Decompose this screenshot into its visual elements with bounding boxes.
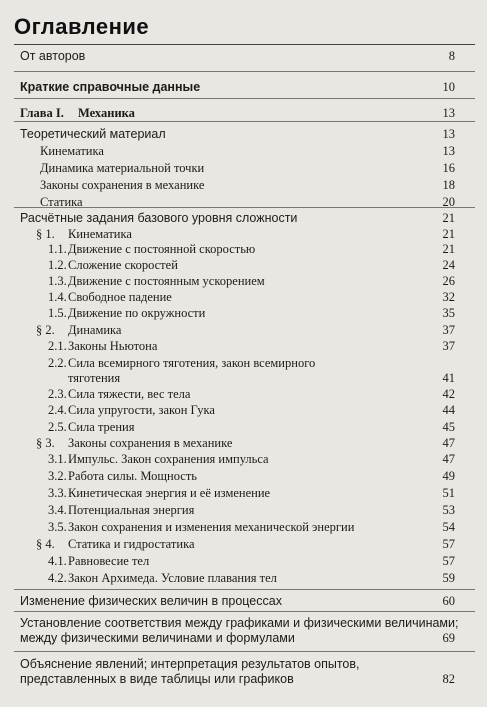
toc-page-number: 53: [442, 503, 455, 517]
toc-entry-number: 3.5.: [48, 520, 67, 534]
toc-page-number: 10: [442, 80, 455, 94]
toc-page-number: 13: [442, 144, 455, 158]
toc-entry-title: Механика: [78, 106, 135, 120]
toc-entry-number: Статика: [40, 195, 83, 209]
toc-page-number: 57: [442, 537, 455, 551]
toc-entry-number: Изменение физических величин в процессах: [20, 594, 282, 608]
section-divider: [14, 121, 475, 122]
toc-entry-title: Динамика: [68, 323, 122, 337]
toc-entry-title: Сложение скоростей: [68, 258, 178, 272]
toc-entry-number: 1.5.: [48, 306, 67, 320]
toc-page-number: 13: [442, 127, 455, 141]
toc-entry-title: Сила тяжести, вес тела: [68, 387, 191, 401]
toc-entry-number: § 4.: [36, 537, 55, 551]
toc-entry-number: 1.1.: [48, 242, 67, 256]
toc-page-number: 21: [442, 211, 455, 225]
toc-entry-title: Закон сохранения и изменения механической энергии: [68, 520, 355, 534]
toc-entry-number: Объяснение явлений; интерпретация результатов опытов,: [20, 657, 360, 671]
toc-page-number: 37: [442, 323, 455, 337]
toc-page-number: 82: [442, 672, 455, 686]
toc-page-number: 35: [442, 306, 455, 320]
toc-entry-title: Статика и гидростатика: [68, 537, 195, 551]
toc-entry-title: Кинематика: [68, 227, 132, 241]
toc-page-number: 47: [442, 452, 455, 466]
toc-entry-title: Движение с постоянным ускорением: [68, 274, 265, 288]
toc-page-number: 13: [442, 106, 455, 120]
section-divider: [14, 98, 475, 99]
toc-page-number: 60: [442, 594, 455, 608]
toc-entry-title: Законы сохранения в механике: [68, 436, 233, 450]
toc-entry-title: тяготения: [68, 371, 121, 385]
toc-entry-number: 2.5.: [48, 420, 67, 434]
toc-page-number: 54: [442, 520, 455, 534]
toc-entry-title: Законы Ньютона: [68, 339, 158, 353]
toc-entry-number: Теоретический материал: [20, 127, 166, 141]
toc-entry-number: § 1.: [36, 227, 55, 241]
toc-entry-number: Расчётные задания базового уровня сложности: [20, 211, 298, 225]
toc-entry-number: 3.1.: [48, 452, 67, 466]
toc-page-number: 20: [442, 195, 455, 209]
toc-entry-title: Потенциальная энергия: [68, 503, 195, 517]
toc-page-number: 49: [442, 469, 455, 483]
toc-entry-number: 2.3.: [48, 387, 67, 401]
toc-entry-number: 2.4.: [48, 403, 67, 417]
toc-entry-title: Движение по окружности: [68, 306, 206, 320]
toc-entry-title: Импульс. Закон сохранения импульса: [68, 452, 269, 466]
toc-entry-number: § 3.: [36, 436, 55, 450]
toc-page-number: 18: [442, 178, 455, 192]
toc-page-number: 21: [442, 242, 455, 256]
section-divider: [14, 651, 475, 652]
toc-entry-number: 4.1.: [48, 554, 67, 568]
toc-entry-number: 3.3.: [48, 486, 67, 500]
toc-page-number: 51: [442, 486, 455, 500]
toc-entry-title: Сила трения: [68, 420, 135, 434]
toc-page-number: 69: [442, 631, 455, 645]
toc-entry-number: § 2.: [36, 323, 55, 337]
toc-entry-number: 1.3.: [48, 274, 67, 288]
toc-entry-number: между физическими величинами и формулами: [20, 631, 295, 645]
toc-entry-title: Сила упругости, закон Гука: [68, 403, 215, 417]
toc-entry-title: Сила всемирного тяготения, закон всемирного: [68, 356, 316, 370]
toc-page-number: 16: [442, 161, 455, 175]
toc-entry-number: 4.2.: [48, 571, 67, 585]
toc-entry-title: Закон Архимеда. Условие плавания тел: [68, 571, 277, 585]
toc-entry-title: Равновесие тел: [68, 554, 150, 568]
toc-entry-number: 2.2.: [48, 356, 67, 370]
toc-page-number: 41: [442, 371, 455, 385]
toc-entry-number: От авторов: [20, 49, 86, 63]
toc-page-number: 42: [442, 387, 455, 401]
toc-page-number: 45: [442, 420, 455, 434]
toc-entry-number: Установление соответствия между графиками и физическими величинами;: [20, 616, 459, 630]
toc-entry-number: 3.2.: [48, 469, 67, 483]
toc-entry-number: 1.4.: [48, 290, 67, 304]
section-divider: [14, 71, 475, 72]
toc-entry-number: Кинематика: [40, 144, 104, 158]
toc-entry-title: Свободное падение: [68, 290, 172, 304]
toc-page-number: 59: [442, 571, 455, 585]
toc-page-number: 26: [442, 274, 455, 288]
title-rule: [14, 44, 475, 45]
toc-entry-number: 3.4.: [48, 503, 67, 517]
toc-entry-number: Динамика материальной точки: [40, 161, 205, 175]
toc-entry-number: Глава I.: [20, 106, 64, 120]
toc-page-number: 24: [442, 258, 455, 272]
toc-entry-title: Работа силы. Мощность: [68, 469, 197, 483]
section-divider: [14, 589, 475, 590]
toc-page-number: 21: [442, 227, 455, 241]
toc-page-number: 32: [442, 290, 455, 304]
toc-page-number: 44: [442, 403, 455, 417]
section-divider: [14, 207, 475, 208]
page-title: Оглавление: [14, 14, 150, 39]
toc-entry-number: представленных в виде таблицы или графиков: [20, 672, 294, 686]
toc-page-number: 47: [442, 436, 455, 450]
toc-page-number: 57: [442, 554, 455, 568]
toc-entry-number: 1.2.: [48, 258, 67, 272]
toc-page-number: 37: [442, 339, 455, 353]
toc-entry-title: Кинетическая энергия и её изменение: [68, 486, 271, 500]
toc-page-number: 8: [448, 49, 455, 63]
toc-entry-number: Краткие справочные данные: [20, 80, 201, 94]
section-divider: [14, 611, 475, 612]
toc-entry-number: Законы сохранения в механике: [40, 178, 205, 192]
toc-entry-title: Движение с постоянной скоростью: [68, 242, 256, 256]
toc-entry-number: 2.1.: [48, 339, 67, 353]
